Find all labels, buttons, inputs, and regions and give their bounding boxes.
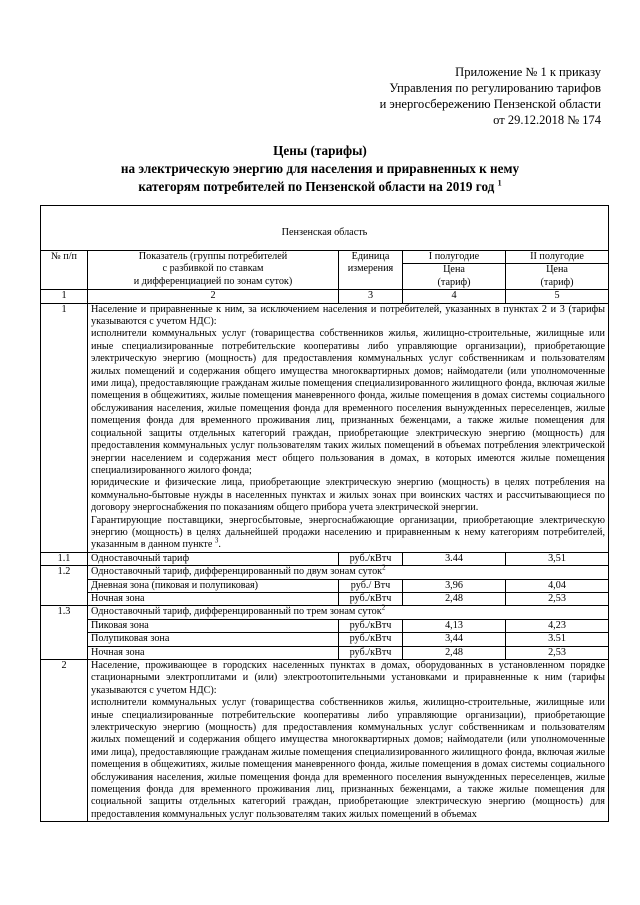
annex-header [380,64,601,128]
header-indicator-line: с разбивкой по ставкам [162,263,264,275]
document-title [0,142,640,196]
row-unit: руб./кВтч [339,633,403,646]
paragraph: Гарантирующие поставщики, энергосбытовые, энергоснабжающие организации, приобретающие электрическую энергию (мощность) в целях дальнейшей продажи населению и приравненным к нему категориям потребителей, указанным в данном пункте $^3$. [91,514,605,551]
row-label: Дневная зона (пиковая и полупиковая) [88,579,339,592]
row-unit: руб./кВтч [339,619,403,632]
row-value-h1: 3,44 [403,633,506,646]
header-price-line: Цена [546,264,568,276]
row-value-h1: 3,96 [403,579,506,592]
header-price-2 [506,264,609,290]
row-description [88,303,609,552]
table-row [41,552,609,565]
paragraph: Население и приравненные к ним, за исключением населения и потребителей, указанных в пунктах 2 и 3 (тарифы указываются с учетом НДС): [91,303,605,328]
footnote-mark: 1 [497,178,502,188]
header-price-line: Цена [443,264,465,276]
header-price-line: (тариф) [540,276,574,288]
annex-line: Приложение № 1 к приказу [455,65,601,79]
row-unit: руб./кВтч [339,592,403,605]
col-num: 5 [506,290,609,303]
row-value-h2: 2,53 [506,646,609,659]
header-price-1 [403,264,506,290]
row-value-h1: 2,48 [403,646,506,659]
header-unit-line: измерения [347,263,394,275]
table-row [41,660,609,822]
header-half2: II полугодие [506,251,609,264]
annex-line: от 29.12.2018 № 174 [493,113,601,127]
row-label: Ночная зона [88,592,339,605]
table-row [41,592,609,605]
header-num: № п/п [41,251,88,290]
row-value-h2: 3.51 [506,633,609,646]
header-indicator-line: и дифференциацией по зонам суток) [133,275,293,287]
table-row [41,619,609,632]
table-row [41,579,609,592]
row-num: 2 [41,660,88,822]
header-unit-line: Единица [351,251,390,262]
row-value-h2: 3,51 [506,552,609,565]
row-label [88,603,609,619]
row-label: Пиковая зона [88,619,339,632]
row-value-h1: 4,13 [403,619,506,632]
paragraph: юридические и физические лица, приобретающие электрическую энергию (мощность) в целях потребления на коммунально-бытовые нужды в населенных пунктах и жилых зонах при воинских частях и рассчитывающиеся по договору энергоснабжения по показаниям общего прибора учета электрической энергии. [91,477,605,514]
row-value-h1: 2,48 [403,592,506,605]
note-mark: 2 [381,603,386,612]
col-num: 1 [41,290,88,303]
col-num: 4 [403,290,506,303]
row-label: Ночная зона [88,646,339,659]
paragraph: Население, проживающее в городских населенных пунктах в домах, оборудованных в установленном порядке стационарными электроплитами и (или) электроотопительными установками и приравненные к ним (тарифы указываются с учетом НДС): [91,660,605,696]
row-description [88,660,609,822]
title-line-text: категорям потребителей по Пензенской области на 2019 год [138,179,495,194]
note-mark: 2 [382,563,386,572]
row-unit: руб./ Втч [339,579,403,592]
row-num: 1 [41,303,88,552]
table-row [41,566,609,579]
annex-line: Управления по регулированию тарифов [389,81,601,95]
header-indicator [88,251,339,290]
note-mark: 3 [214,536,219,545]
row-label-text: Одноставочный тариф, дифференцированный по двум зонам суток [91,566,383,578]
row-value-h1: 3.44 [403,552,506,565]
row-num: 1.2 [41,566,88,606]
row-value-h2: 4,04 [506,579,609,592]
table-row [41,646,609,659]
tariff-table [40,205,609,822]
header-price-line: (тариф) [437,276,471,288]
title-line: на электрическую энергию для населения и приравненных к нему [120,161,520,176]
header-half1: I полугодие [403,251,506,264]
table-row [41,633,609,646]
row-value-h2: 2,53 [506,592,609,605]
title-line: Цены (тарифы) [273,143,367,158]
region-row [41,206,609,251]
col-num: 2 [88,290,339,303]
annex-line: и энергосбережению Пензенской области [379,97,601,111]
row-label [88,563,609,579]
header-indicator-line: Показатель (группы потребителей [138,251,288,262]
row-label-text: Одноставочный тариф, дифференцированный по трем зонам суток [91,606,382,618]
paragraph: исполнители коммунальных услуг (товарищества собственников жилья, жилищно-строительные, жилищные или иные специализированные потребительские кооперативы либо управляющие организации), приобретающие электрическую энергию (мощность) для предоставления коммунальных услуг собственникам и пользователям жилых помещений и содержания общего имущества многоквартирных домов; наймодатели (или уполномоченные ими лица), предоставляющие гражданам жилые помещения специализированного жилищного фонда, включая жилые помещения в общежитиях, жилые помещения маневренного фонда, жилые помещения в домах системы социального обслуживания населения, жилые помещения фонда для временного поселения вынужденных переселенцев, жилые помещения фонда для временного проживания лиц, признанных беженцами, а также жилые помещения для социальной защиты отдельных категорий граждан, приобретающие электрическую энергию (мощность) для предоставления коммунальных услуг пользователям таких жилых помещений в объемах потребления электрической энергии населением и содержания мест общего пользования в домах, в которых имеются жилые помещения специализированного жилого фонда; [91,328,605,476]
header-unit [339,251,403,290]
row-value-h2: 4,23 [506,619,609,632]
row-num: 1.3 [41,606,88,660]
column-numbers-row [41,290,609,303]
row-label: Одноставочный тариф [88,552,339,565]
paragraph: исполнители коммунальных услуг (товарищества собственников жилья, жилищно-строительные, жилищные или иные специализированные потребительские кооперативы либо управляющие организации), приобретающие электрическую энергию (мощность) для предоставления коммунальных услуг собственникам и пользователям жилых помещений и содержания общего имущества многоквартирных домов; наймодатели (или уполномоченные ими лица), предоставляющие гражданам жилые помещения специализированного жилищного фонда, включая жилые помещения в общежитиях, жилые помещения маневренного фонда, жилые помещения в домах системы социального обслуживания населения, жилые помещения фонда для временного поселения вынужденных переселенцев, жилые помещения фонда для временного проживания лиц, признанных беженцами, а также жилые помещения для социальной защиты отдельных категорий граждан, приобретающие электрическую энергию (мощность) для предоставления коммунальных услуг пользователям таких жилых помещений в объемах [91,697,605,820]
row-label: Полупиковая зона [88,633,339,646]
header-row [41,251,609,264]
region-name: Пензенская область [41,206,609,251]
row-num: 1.1 [41,552,88,565]
row-unit: руб./кВтч [339,646,403,659]
col-num: 3 [339,290,403,303]
paragraph-text: Гарантирующие поставщики, энергосбытовые, энергоснабжающие организации, приобретающие электрическую энергию (мощность) в целях дальнейшей продажи населению и приравненным к нему категориям потребителей, указанным в данном пункте [91,514,605,551]
row-unit: руб./кВтч [339,552,403,565]
table-row [41,606,609,619]
title-line [0,178,640,196]
table-row [41,303,609,552]
